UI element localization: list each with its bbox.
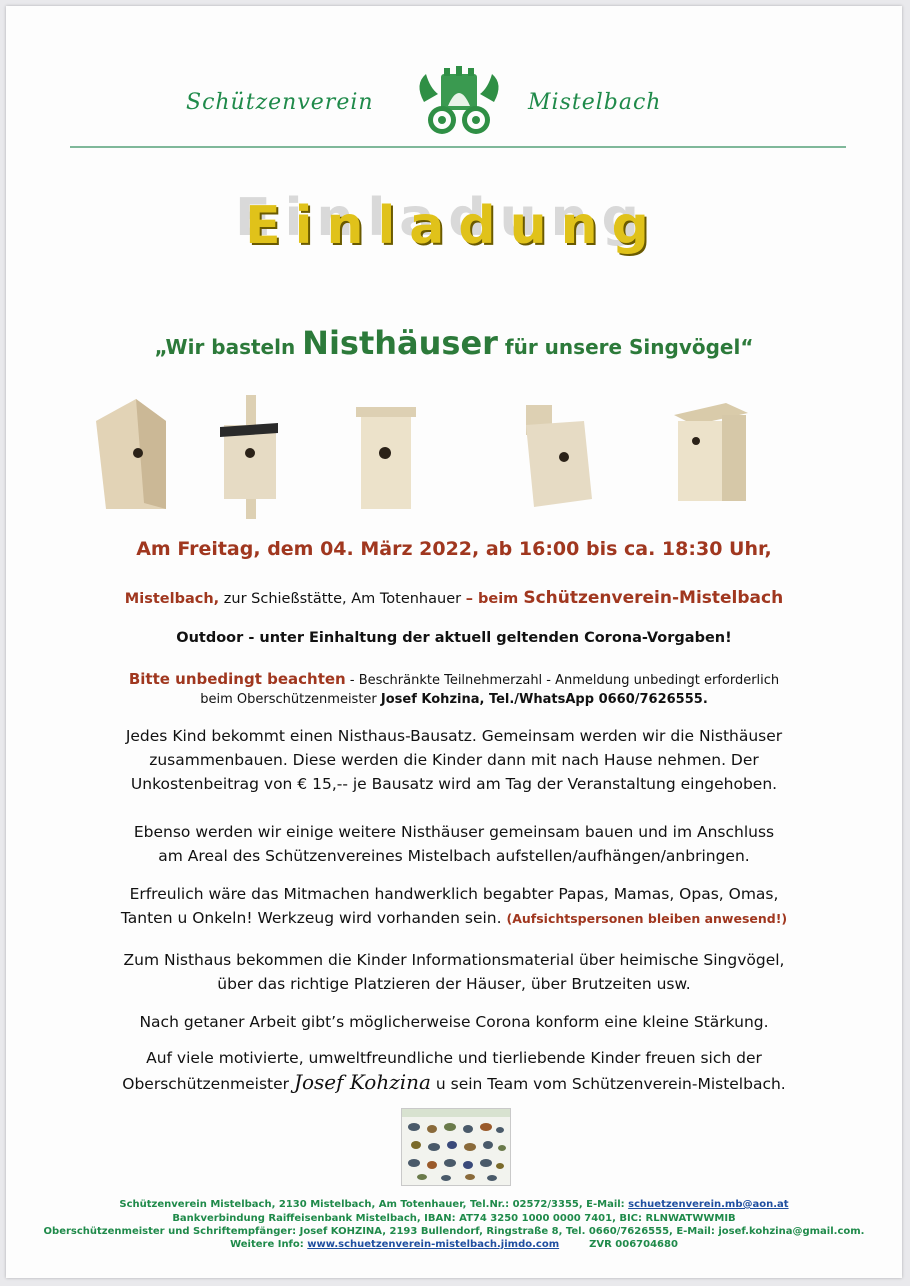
- registration-contact-name: Josef Kohzina, Tel./WhatsApp 0660/7626555.: [380, 692, 708, 707]
- footer-zvr: ZVR 006704680: [589, 1239, 678, 1250]
- paragraph-line: [6, 906, 902, 931]
- registration-note-label: Bitte unbedingt beachten: [128, 670, 346, 688]
- birdhouse-3: [356, 407, 416, 509]
- footer-info-label: Weitere Info:: [230, 1239, 308, 1250]
- closing-post: u sein Team vom Schützenverein-Mistelbach.: [430, 1075, 786, 1093]
- club-name-left: Schützenverein: [186, 90, 374, 115]
- supervision-note: (Aufsichtspersonen bleiben anwesend!): [506, 911, 788, 926]
- birdhouse-illustrations: [86, 391, 786, 521]
- paragraph-line: Ebenso werden wir einige weitere Nisthäuser gemeinsam bauen und im Anschluss: [133, 823, 775, 841]
- paragraph-line: [6, 1070, 902, 1096]
- footer-email-link[interactable]: schuetzenverein.mb@aon.at: [628, 1199, 789, 1210]
- songbird-poster-thumbnail: [401, 1108, 511, 1186]
- footer-contact: Oberschützenmeister und Schriftempfänger: Josef KOHZINA, 2193 Bullendorf, Ringstraße 8, Tel. 0660/7626555, E-Mail: josef.kohzina@gmail.com.: [43, 1226, 865, 1237]
- birdhouse-2: [220, 395, 278, 519]
- paragraph-line: Erfreulich wäre das Mitmachen handwerklich begabter Papas, Mamas, Opas, Omas,: [129, 885, 779, 903]
- closing-pre: Oberschützenmeister: [122, 1075, 294, 1093]
- subtitle-main: Nisthäuser: [302, 324, 498, 362]
- location-connector: – beim: [465, 591, 524, 607]
- club-name-right: Mistelbach: [528, 90, 662, 115]
- paragraph-line: Jedes Kind bekommt einen Nisthaus-Bausatz. Gemeinsam werden wir die Nisthäuser: [125, 727, 783, 745]
- paragraph-line: über das richtige Platzieren der Häuser, über Brutzeiten usw.: [217, 975, 691, 993]
- footer-website-link[interactable]: www.schuetzenverein-mistelbach.jimdo.com: [307, 1239, 560, 1250]
- paragraph-line: zusammenbauen. Diese werden die Kinder dann mit nach Hause nehmen. Der: [149, 751, 759, 769]
- subtitle-post: für unsere Singvögel“: [497, 335, 754, 359]
- location-town: Mistelbach,: [124, 591, 220, 607]
- footer-bank: Bankverbindung Raiffeisenbank Mistelbach, IBAN: AT74 3250 1000 0000 7401, BIC: RLNWATWWMIB: [172, 1213, 736, 1224]
- birdhouse-5: [674, 403, 748, 501]
- footer-address-text: Schützenverein Mistelbach, 2130 Mistelbach, Am Totenhauer, Tel.Nr.: 02572/3355, E-Mail:: [119, 1199, 629, 1210]
- location-club: Schützenverein-Mistelbach: [523, 588, 784, 608]
- page-title: Einladung: [245, 196, 663, 256]
- club-crest-icon: [414, 64, 504, 138]
- birdhouse-1: [96, 399, 166, 509]
- birdhouse-4: [526, 405, 592, 507]
- paragraph-kit: [6, 724, 902, 796]
- paragraph-line: am Areal des Schützenvereines Mistelbach aufstellen/aufhängen/anbringen.: [158, 847, 750, 865]
- outdoor-note: Outdoor - unter Einhaltung der aktuell geltenden Corona-Vorgaben!: [176, 630, 732, 646]
- subtitle-pre: „Wir basteln: [154, 335, 303, 359]
- registration-contact-pre: beim Oberschützenmeister: [200, 692, 381, 707]
- paragraph-helpers: [6, 882, 902, 931]
- paragraph-refreshment: Nach getaner Arbeit gibt’s möglicherweise Corona konform eine kleine Stärkung.: [139, 1013, 769, 1031]
- event-location: [6, 588, 902, 608]
- signature: Josef Kohzina: [293, 1070, 431, 1094]
- paragraph-closing: [6, 1046, 902, 1096]
- paragraph-community: [6, 820, 902, 868]
- helpers-text: Tanten u Onkeln! Werkzeug wird vorhanden sein.: [120, 909, 507, 927]
- paragraph-line: Zum Nisthaus bekommen die Kinder Informationsmaterial über heimische Singvögel,: [123, 951, 785, 969]
- location-detail: zur Schießstätte, Am Totenhauer: [219, 591, 466, 607]
- header-divider: [70, 146, 846, 148]
- registration-contact: [6, 692, 902, 707]
- paragraph-info-material: [6, 948, 902, 996]
- footer-info: [6, 1239, 902, 1250]
- footer-address: [6, 1199, 902, 1210]
- invitation-page: [6, 6, 902, 1278]
- paragraph-line: Auf viele motivierte, umweltfreundliche und tierliebende Kinder freuen sich der: [146, 1049, 762, 1067]
- subtitle: [6, 324, 902, 362]
- registration-note-text: - Beschränkte Teilnehmerzahl - Anmeldung unbedingt erforderlich: [345, 673, 780, 688]
- registration-note: [6, 670, 902, 688]
- paragraph-line: Unkostenbeitrag von € 15,-- je Bausatz wird am Tag der Veranstaltung eingehoben.: [130, 775, 778, 793]
- event-date: Am Freitag, dem 04. März 2022, ab 16:00 bis ca. 18:30 Uhr,: [136, 538, 772, 560]
